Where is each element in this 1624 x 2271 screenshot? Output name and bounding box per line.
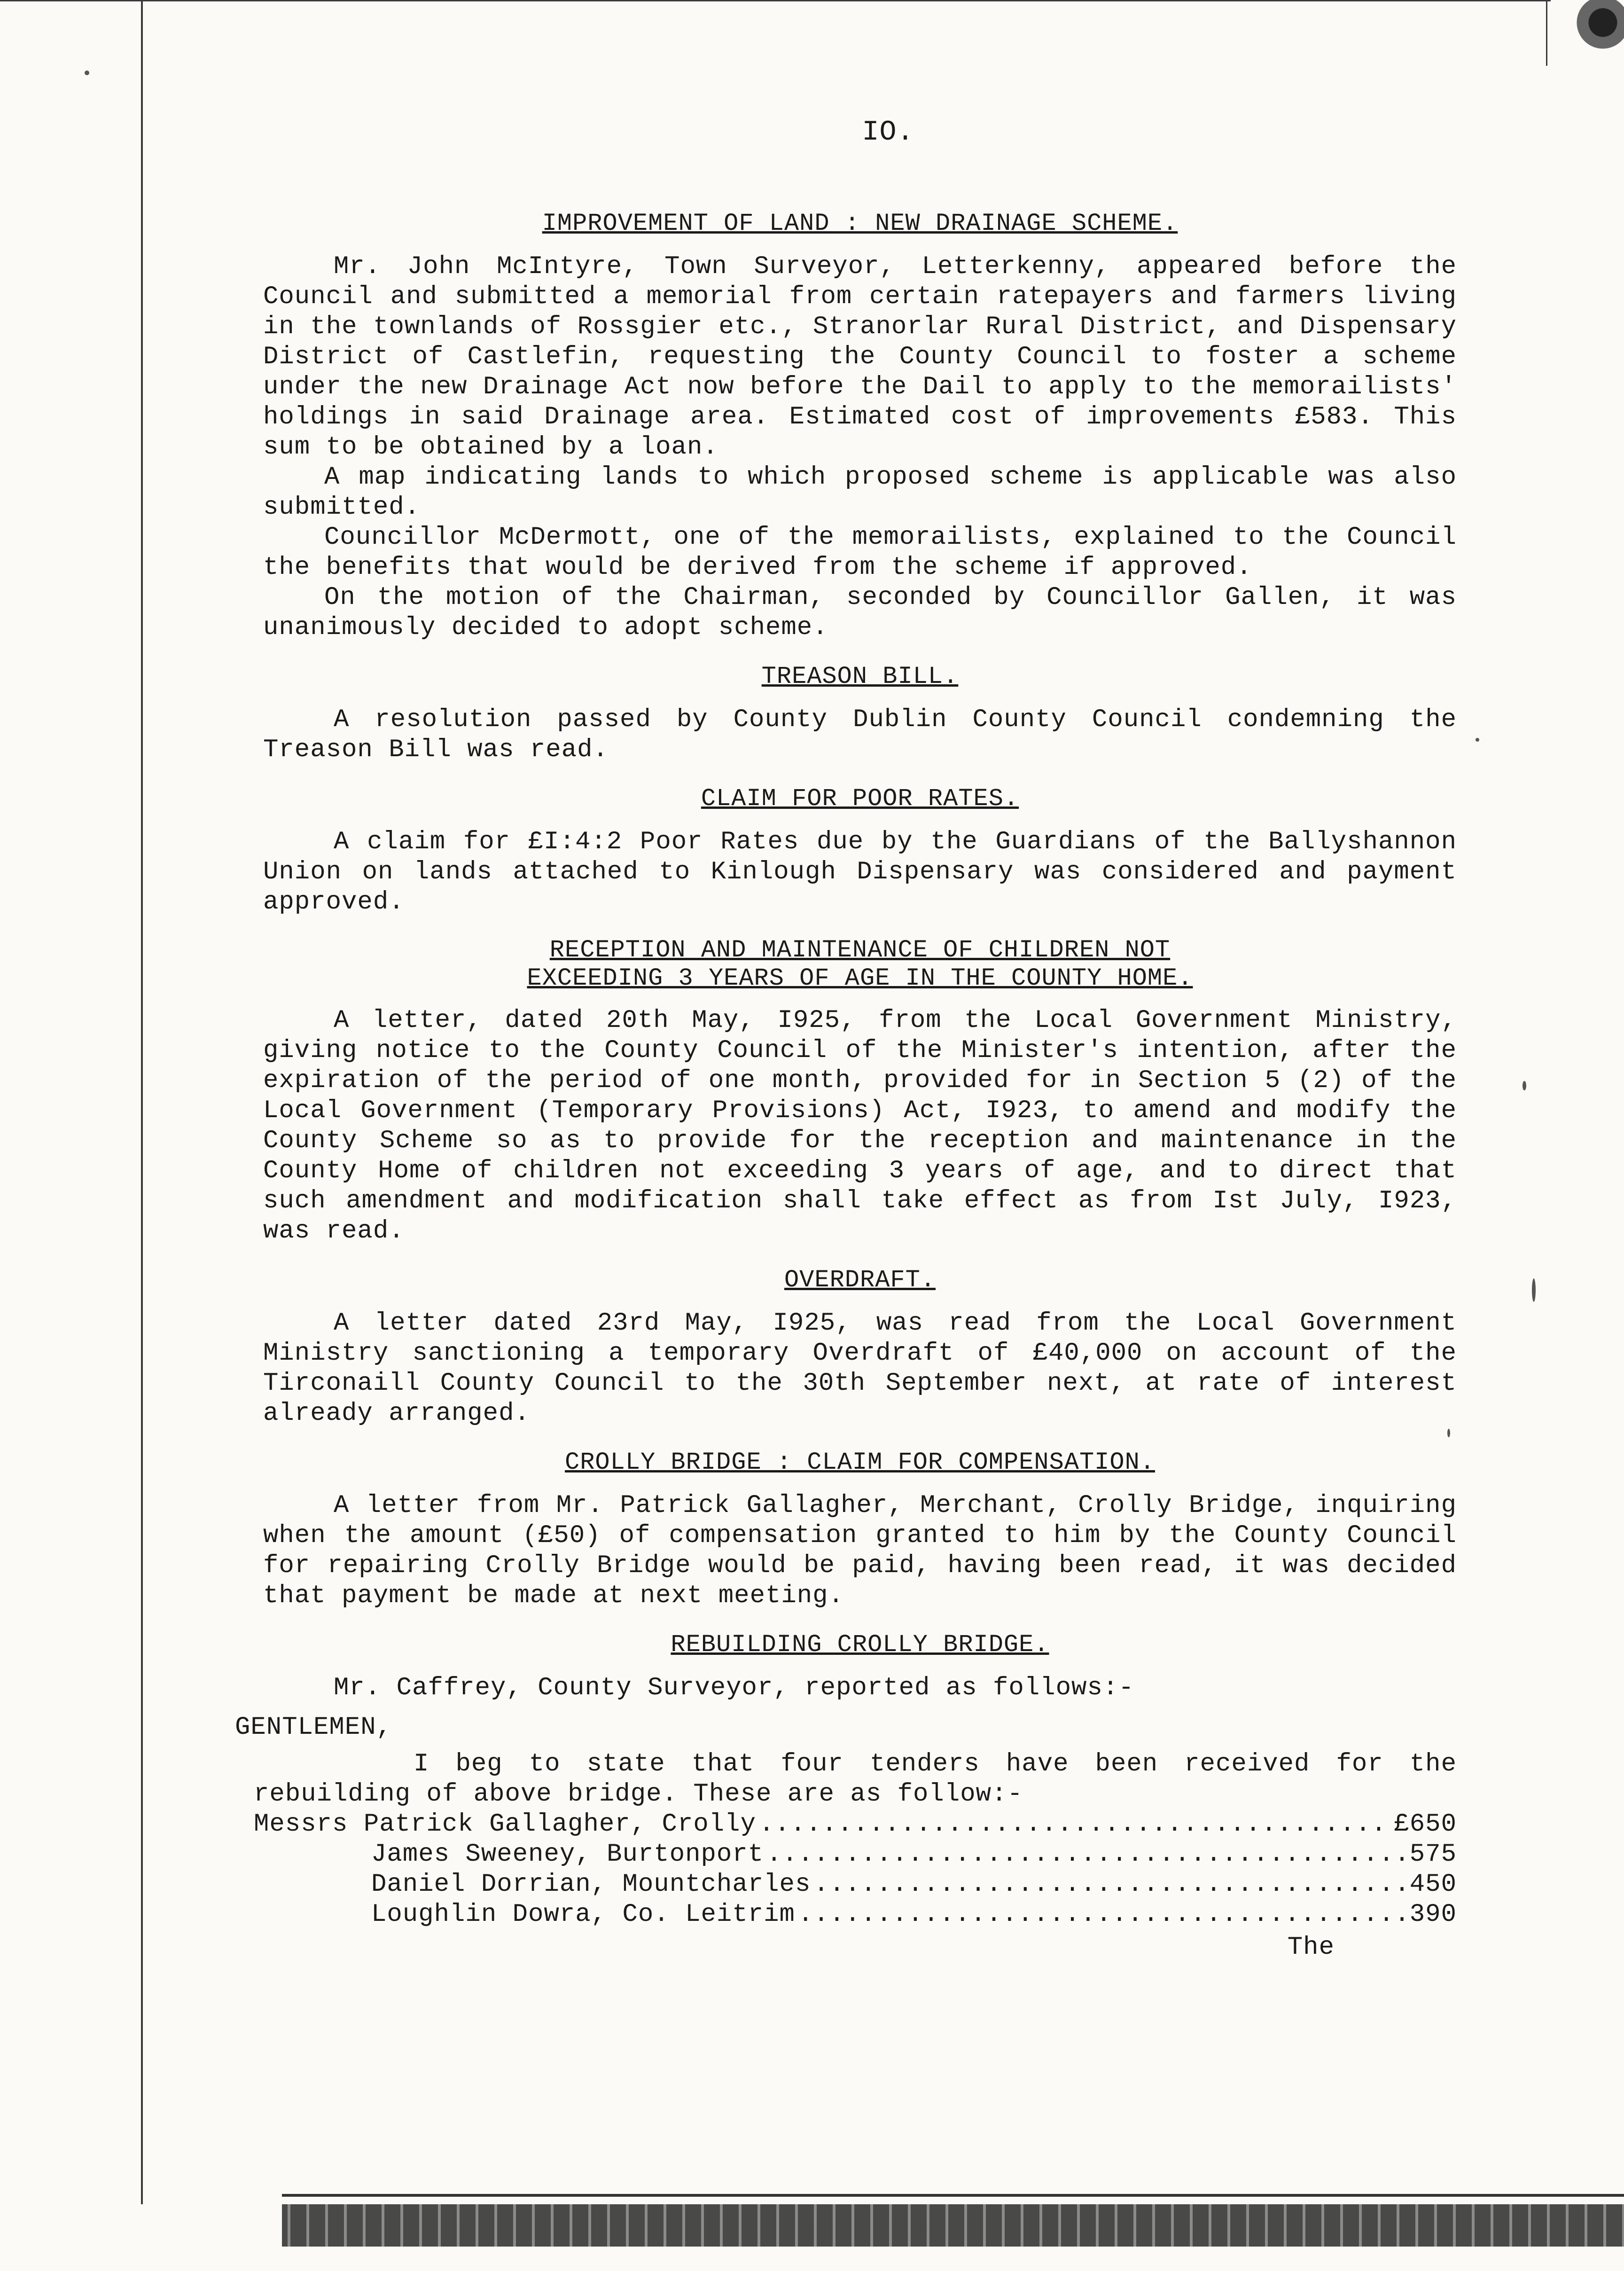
heading-poor-rates: CLAIM FOR POOR RATES.	[701, 785, 1019, 813]
salutation: GENTLEMEN,	[235, 1713, 392, 1742]
catchword: The	[1287, 1933, 1335, 1962]
heading-children-line-1: RECEPTION AND MAINTENANCE OF CHILDREN NOT	[549, 936, 1171, 964]
tender-amount: 390	[1409, 1900, 1457, 1929]
children-paragraph: A letter, dated 20th May, I925, from the Local Government Ministry, giving notice to the County Council of the Minister's intention, after the expiration of the period of one month, provided for in Section 5 (2) of the Local Government (Temporary Provisions) Act, I923, to amend and modify the County Scheme so as to provide for the reception and maintenance in the County Home of children not exceeding 3 years of age, and to direct that such amendment and modification shall take effect as from Ist July, I923, was read.	[263, 1006, 1457, 1245]
tender-name: Messrs Patrick Gallagher, Crolly	[254, 1810, 756, 1839]
tender-row	[263, 1900, 1457, 1930]
leader-dots	[759, 1809, 1391, 1840]
tender-row	[263, 1840, 1457, 1870]
tender-row	[254, 1809, 1457, 1840]
tender-name: James Sweeney, Burtonport	[371, 1840, 764, 1869]
heading-children	[263, 936, 1457, 993]
drainage-paragraph-4: On the motion of the Chairman, seconded by Councillor Gallen, it was unanimously decided to adopt scheme.	[263, 583, 1457, 642]
page-right-edge	[1546, 0, 1547, 66]
tender-amount: £650	[1394, 1810, 1457, 1839]
heading-crolly-rebuild: REBUILDING CROLLY BRIDGE.	[671, 1631, 1049, 1659]
corner-scan-mark	[1554, 0, 1624, 56]
drainage-paragraph-3: Councillor McDermott, one of the memorailists, explained to the Council the benefits that would be derived from the scheme if approved.	[263, 523, 1457, 582]
page-number: IO.	[862, 117, 914, 149]
scan-speck	[1476, 738, 1479, 742]
heading-treason: TREASON BILL.	[761, 663, 959, 690]
bottom-scan-band	[282, 2204, 1624, 2247]
tender-amount: 575	[1409, 1840, 1457, 1869]
tender-name: Loughlin Dowra, Co. Leitrim	[371, 1900, 795, 1929]
scan-speck	[85, 70, 89, 75]
tender-list	[254, 1809, 1457, 1930]
overdraft-paragraph: A letter dated 23rd May, I925, was read from the Local Government Ministry sanctioning a temporary Overdraft of £40,000 on account of the Tirconaill County Council to the 30th September next, at rate of interest already arranged.	[263, 1309, 1457, 1428]
treason-paragraph: A resolution passed by County Dublin County Council condemning the Treason Bill was read.	[263, 705, 1457, 764]
crolly-claim-paragraph: A letter from Mr. Patrick Gallagher, Merchant, Crolly Bridge, inquiring when the amount (£50) of compensation granted to him by the County Council for repairing Crolly Bridge would be paid, having been read, it was decided that payment be made at next meeting.	[263, 1491, 1457, 1610]
scan-speck	[1522, 1081, 1526, 1090]
drainage-paragraph-1: Mr. John McIntyre, Town Surveyor, Letterkenny, appeared before the Council and submitted a memorial from certain ratepayers and farmers living in the townlands of Rossgier etc., Stranorlar Rural District, and Dispensary District of Castlefin, requesting the County Council to foster a scheme under the new Drainage Act now before the Dail to apply to the memorailists' holdings in said Drainage area. Estimated cost of improvements £583. This sum to be obtained by a loan.	[263, 252, 1457, 462]
heading-drainage: IMPROVEMENT OF LAND : NEW DRAINAGE SCHEME.	[542, 210, 1178, 237]
heading-crolly-claim: CROLLY BRIDGE : CLAIM FOR COMPENSATION.	[565, 1449, 1155, 1476]
heading-children-line-2: EXCEEDING 3 YEARS OF AGE IN THE COUNTY HOME.	[527, 964, 1193, 992]
page-left-edge	[141, 0, 143, 2204]
heading-overdraft: OVERDRAFT.	[784, 1266, 936, 1294]
bottom-rule	[282, 2194, 1624, 2197]
page-top-edge	[0, 0, 1551, 1]
scan-speck	[1532, 1278, 1536, 1302]
document-body	[235, 117, 1457, 1963]
tender-intro: I beg to state that four tenders have been received for the rebuilding of above bridge. These are as follow:-	[254, 1750, 1457, 1809]
surveyor-report-line: Mr. Caffrey, County Surveyor, reported as follows:-	[334, 1674, 1134, 1702]
tender-row	[263, 1870, 1457, 1900]
drainage-paragraph-2: A map indicating lands to which proposed scheme is applicable was also submitted.	[263, 463, 1457, 522]
tender-name: Daniel Dorrian, Mountcharles	[371, 1870, 811, 1899]
leader-dots	[766, 1840, 1407, 1870]
leader-dots	[813, 1870, 1406, 1900]
poor-rates-paragraph: A claim for £I:4:2 Poor Rates due by the Guardians of the Ballyshannon Union on lands attached to Kinlough Dispensary was considered and payment approved.	[263, 828, 1457, 916]
tender-amount: 450	[1409, 1870, 1457, 1899]
leader-dots	[798, 1900, 1407, 1930]
